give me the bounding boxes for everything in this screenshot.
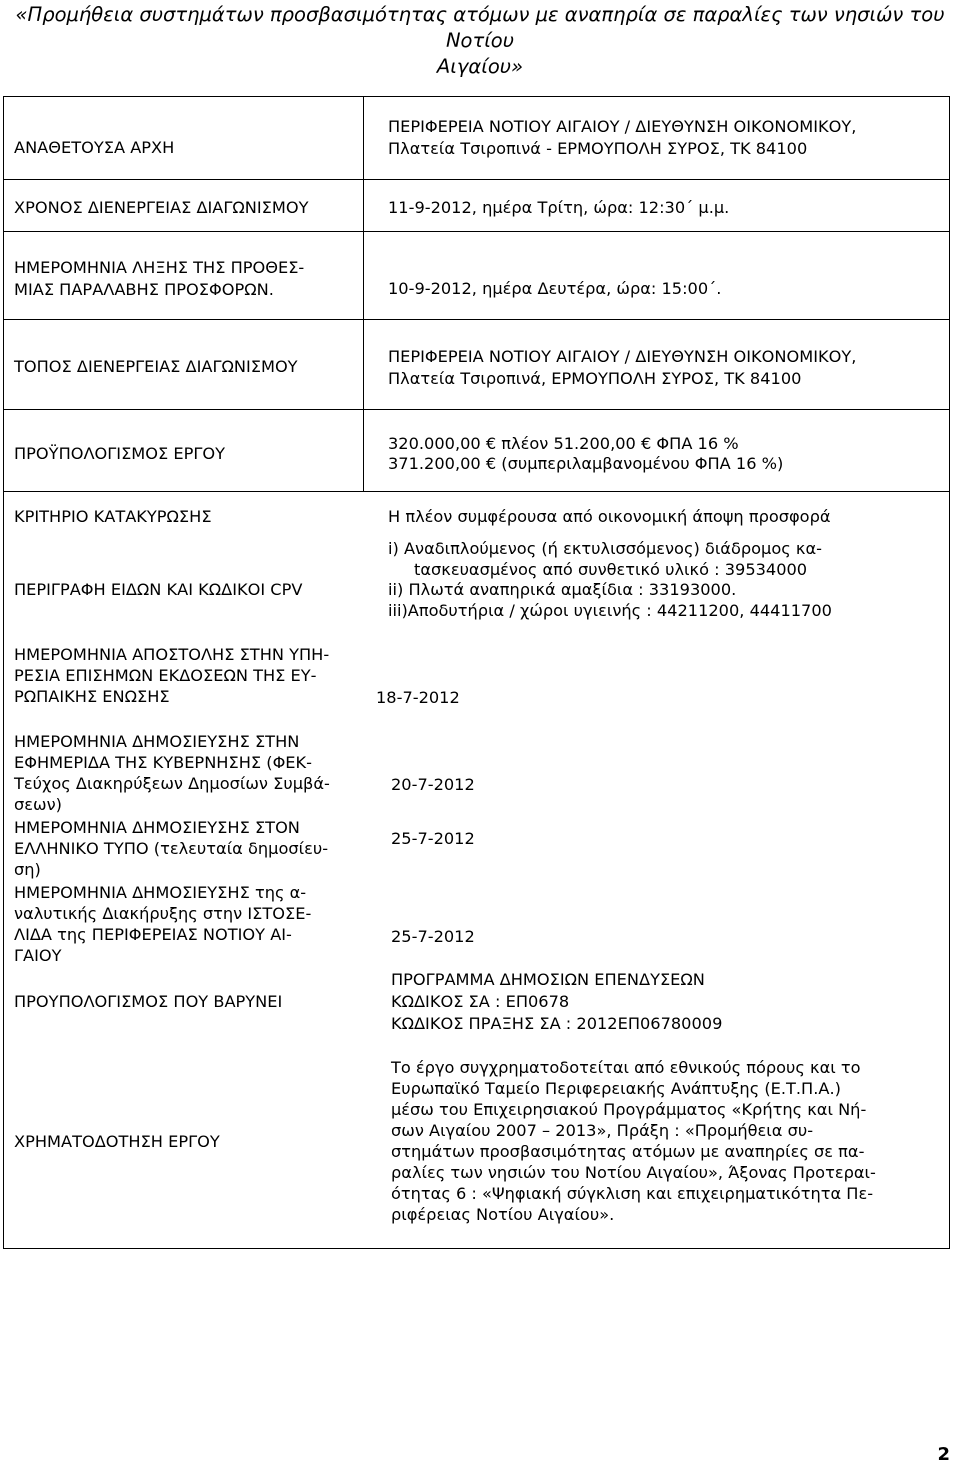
label-apostoli-line-1: ΗΜΕΡΟΜΗΝΙΑ ΑΠΟΣΤΟΛΗΣ ΣΤΗΝ ΥΠΗ- (14, 645, 330, 664)
label-fek-line-1: ΗΜΕΡΟΜΗΝΙΑ ΔΗΜΟΣΙΕΥΣΗΣ ΣΤΗΝ (14, 732, 300, 751)
label-typos-line-2: ΕΛΛΗΝΙΚΟ ΤΥΠΟ (τελευταία δημοσίευ- (14, 839, 329, 858)
row-divider (4, 409, 949, 410)
label-lixi-line-2: ΜΙΑΣ ΠΑΡΑΛΑΒΗΣ ΠΡΟΣΦΟΡΩΝ. (14, 280, 274, 299)
value-proypologismos-line-1: 320.000,00 € πλέον 51.200,00 € ΦΠΑ 16 % (388, 434, 739, 453)
value-perigrafi-line-3: ii) Πλωτά αναπηρικά αμαξίδια : 33193000. (388, 580, 737, 599)
label-topos: ΤΟΠΟΣ ΔΙΕΝΕΡΓΕΙΑΣ ΔΙΑΓΩΝΙΣΜΟΥ (14, 357, 298, 376)
info-table (3, 96, 950, 1249)
value-xrimatodotisi-line-7: ότητας 6 : «Ψηφιακή σύγκλιση και επιχειρηματικότητα Πε- (391, 1184, 874, 1203)
label-istoselida-line-3: ΛΙΔΑ της ΠΕΡΙΦΕΡΕΙΑΣ ΝΟΤΙΟΥ ΑΙ- (14, 925, 292, 944)
label-perigrafi: ΠΕΡΙΓΡΑΦΗ ΕΙΔΩΝ ΚΑΙ ΚΩΔΙΚΟΙ CPV (14, 580, 303, 599)
label-fek-line-2: ΕΦΗΜΕΡΙΔΑ ΤΗΣ ΚΥΒΕΡΝΗΣΗΣ (ΦΕΚ- (14, 753, 312, 772)
label-istoselida-line-2: ναλυτικής Διακήρυξης στην ΙΣΤΟΣΕ- (14, 904, 312, 923)
page-number: 2 (937, 1444, 950, 1465)
title-line-1: «Προμήθεια συστημάτων προσβασιμότητας ατόμων με αναπηρία σε παραλίες των νησιών του Νοτίου (15, 3, 945, 52)
label-proypologismos: ΠΡΟΫΠΟΛΟΓΙΣΜΟΣ ΕΡΓΟΥ (14, 444, 226, 463)
value-xrimatodotisi-line-2: Ευρωπαϊκό Ταμείο Περιφερειακής Ανάπτυξης (Ε.Τ.Π.Α.) (391, 1079, 841, 1098)
value-varynei-line-3: ΚΩΔΙΚΟΣ ΠΡΑΞΗΣ ΣΑ : 2012ΕΠ06780009 (391, 1014, 723, 1033)
value-xrimatodotisi-line-4: σων Αιγαίου 2007 – 2013», Πράξη : «Προμήθεια συ- (391, 1121, 814, 1140)
value-xrimatodotisi-line-1: Το έργο συγχρηματοδοτείται από εθνικούς πόρους και το (391, 1058, 861, 1077)
label-typos-line-1: ΗΜΕΡΟΜΗΝΙΑ ΔΗΜΟΣΙΕΥΣΗΣ ΣΤΟΝ (14, 818, 300, 837)
row-divider (4, 491, 949, 492)
value-xrimatodotisi-line-8: ριφέρειας Νοτίου Αιγαίου». (391, 1205, 615, 1224)
value-perigrafi-line-4: iii)Αποδυτήρια / χώροι υγιεινής : 44211200, 44411700 (388, 601, 832, 620)
value-istoselida: 25-7-2012 (391, 927, 475, 946)
label-fek-line-3: Τεύχος Διακηρύξεων Δημοσίων Συμβά- (14, 774, 330, 793)
value-topos-line-1: ΠΕΡΙΦΕΡΕΙΑ ΝΟΤΙΟΥ ΑΙΓΑΙΟΥ / ΔΙΕΥΘΥΝΣΗ ΟΙΚΟΝΟΜΙΚΟΥ, (388, 347, 857, 366)
value-varynei-line-1: ΠΡΟΓΡΑΜΜΑ ΔΗΜΟΣΙΩΝ ΕΠΕΝΔΥΣΕΩΝ (391, 970, 705, 989)
label-typos-line-3: ση) (14, 860, 41, 879)
value-typos: 25-7-2012 (391, 829, 475, 848)
label-apostoli-line-2: ΡΕΣΙΑ ΕΠΙΣΗΜΩΝ ΕΚΔΟΣΕΩΝ ΤΗΣ ΕΥ- (14, 666, 317, 685)
value-xrimatodotisi-line-5: στημάτων προσβασιμότητας ατόμων με αναπηρίες σε πα- (391, 1142, 865, 1161)
row-divider (4, 231, 949, 232)
value-xronos: 11-9-2012, ημέρα Τρίτη, ώρα: 12:30΄ μ.μ. (388, 198, 730, 217)
value-anathetousa-line-2: Πλατεία Τσιροπινά - ΕΡΜΟΥΠΟΛΗ ΣΥΡΟΣ, ΤΚ 84100 (388, 139, 808, 158)
value-kritirio: Η πλέον συμφέρουσα από οικονομική άποψη προσφορά (388, 507, 831, 526)
label-apostoli-line-3: ΡΩΠΑΙΚΗΣ ΕΝΩΣΗΣ (14, 687, 170, 706)
value-apostoli: 18-7-2012 (376, 688, 460, 707)
value-perigrafi-line-1: i) Αναδιπλούμενος (ή εκτυλισσόμενος) διάδρομος κα- (388, 539, 822, 558)
value-topos-line-2: Πλατεία Τσιροπινά, ΕΡΜΟΥΠΟΛΗ ΣΥΡΟΣ, ΤΚ 84100 (388, 369, 802, 388)
value-xrimatodotisi-line-6: ραλίες των νησιών του Νοτίου Αιγαίου», Άξονας Προτεραι- (391, 1163, 876, 1182)
value-fek: 20-7-2012 (391, 775, 475, 794)
value-anathetousa-line-1: ΠΕΡΙΦΕΡΕΙΑ ΝΟΤΙΟΥ ΑΙΓΑΙΟΥ / ΔΙΕΥΘΥΝΣΗ ΟΙΚΟΝΟΜΙΚΟΥ, (388, 117, 857, 136)
value-varynei-line-2: ΚΩΔΙΚΟΣ ΣΑ : ΕΠ0678 (391, 992, 570, 1011)
value-xrimatodotisi-line-3: μέσω του Επιχειρησιακού Προγράμματος «Κρήτης και Νή- (391, 1100, 867, 1119)
title-line-2: Αιγαίου» (436, 55, 524, 78)
label-istoselida-line-4: ΓΑΙΟΥ (14, 946, 62, 965)
value-proypologismos-line-2: 371.200,00 € (συμπεριλαμβανομένου ΦΠΑ 16 %) (388, 454, 784, 473)
label-xronos: ΧΡΟΝΟΣ ΔΙΕΝΕΡΓΕΙΑΣ ΔΙΑΓΩΝΙΣΜΟΥ (14, 198, 309, 217)
label-varynei: ΠΡΟΥΠΟΛΟΓΙΣΜΟΣ ΠΟΥ ΒΑΡΥΝΕΙ (14, 992, 283, 1011)
row-divider (4, 179, 949, 180)
column-divider (363, 97, 364, 491)
label-fek-line-4: σεων) (14, 795, 62, 814)
label-anathetousa: ΑΝΑΘΕΤΟΥΣΑ ΑΡΧΗ (14, 138, 175, 157)
value-perigrafi-line-2: tασκευασμένος από συνθετικό υλικό : 39534000 (414, 560, 808, 579)
document-title (0, 0, 960, 80)
label-istoselida-line-1: ΗΜΕΡΟΜΗΝΙΑ ΔΗΜΟΣΙΕΥΣΗΣ της α- (14, 883, 307, 902)
value-lixi: 10-9-2012, ημέρα Δευτέρα, ώρα: 15:00΄. (388, 279, 722, 298)
label-kritirio: ΚΡΙΤΗΡΙΟ ΚΑΤΑΚΥΡΩΣΗΣ (14, 507, 212, 526)
row-divider (4, 319, 949, 320)
label-xrimatodotisi: ΧΡΗΜΑΤΟΔΟΤΗΣΗ ΕΡΓΟΥ (14, 1132, 220, 1151)
label-lixi-line-1: ΗΜΕΡΟΜΗΝΙΑ ΛΗΞΗΣ ΤΗΣ ΠΡΟΘΕΣ- (14, 258, 305, 277)
